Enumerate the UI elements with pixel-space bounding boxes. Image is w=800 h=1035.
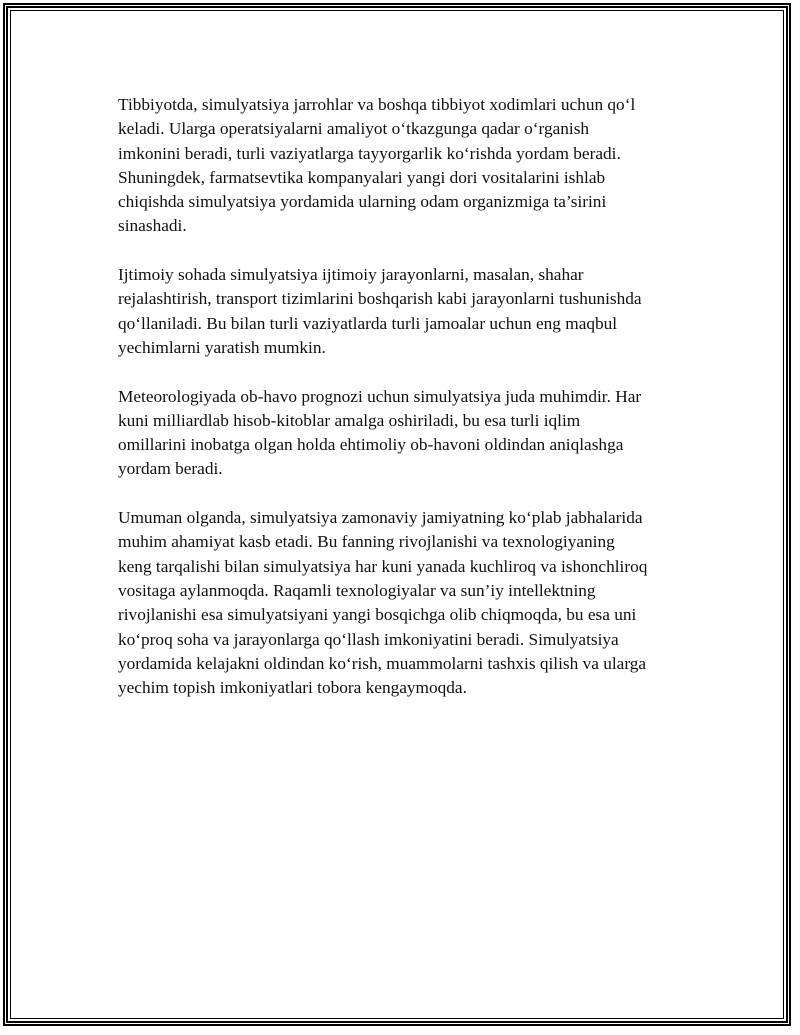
paragraph-meteorology: Meteorologiyada ob-havo prognozi uchun simulyatsiya juda muhimdir. Har kuni milliardlab hisob-kitoblar amalga oshiriladi, bu esa turli iqlim omillarini inobatga olgan holda ehtimoliy ob-havoni oldindan aniqlashga yordam beradi. bbox=[118, 386, 642, 479]
paragraph-social: Ijtimoiy sohada simulyatsiya ijtimoiy jarayonlarni, masalan, shahar rejalashtirish, transport tizimlarini boshqarish kabi jarayonlarni tushunishda qo‘llaniladi. Bu bilan turli vaziyatlarda turli jamoalar uchun eng maqbul yechimlarni yaratish mumkin. bbox=[118, 265, 642, 357]
paragraph-conclusion: Umuman olganda, simulyatsiya zamonaviy jamiyatning ko‘plab jabhalarida muhim ahamiyat kasb etadi. Bu fanning rivojlanishi va texnologiyaning keng tarqalishi bilan simulyatsiya har kuni yanada kuchliroq va ishonchliroq vositaga aylanmoqda. Raqamli texnologiyalar va sun’iy intellektning rivojlanishi esa simulyatsiyani yangi bosqichga olib chiqmoqda, bu esa uni ko‘proq soha va jarayonlarga qo‘llash imkoniyatini beradi. Simulyatsiya yordamida kelajakni oldindan ko‘rish, muammolarni tashxis qilish va ularga yechim topish imkoniyatlari tobora kengaymoqda. bbox=[118, 508, 648, 698]
paragraph-medicine: Tibbiyotda, simulyatsiya jarrohlar va boshqa tibbiyot xodimlari uchun qo‘l keladi. Ularga operatsiyalarni amaliyot o‘tkazgunga qadar o‘rganish imkonini beradi, turli vaziyatlarga tayyorgarlik ko‘rishda yordam beradi. Shuningdek, farmatsevtika kompanyalari yangi dori vositalarini ishlab chiqishda simulyatsiya yordamida ularning odam organizmiga ta’sirini sinashadi. bbox=[118, 95, 636, 236]
document-body bbox=[118, 93, 690, 725]
